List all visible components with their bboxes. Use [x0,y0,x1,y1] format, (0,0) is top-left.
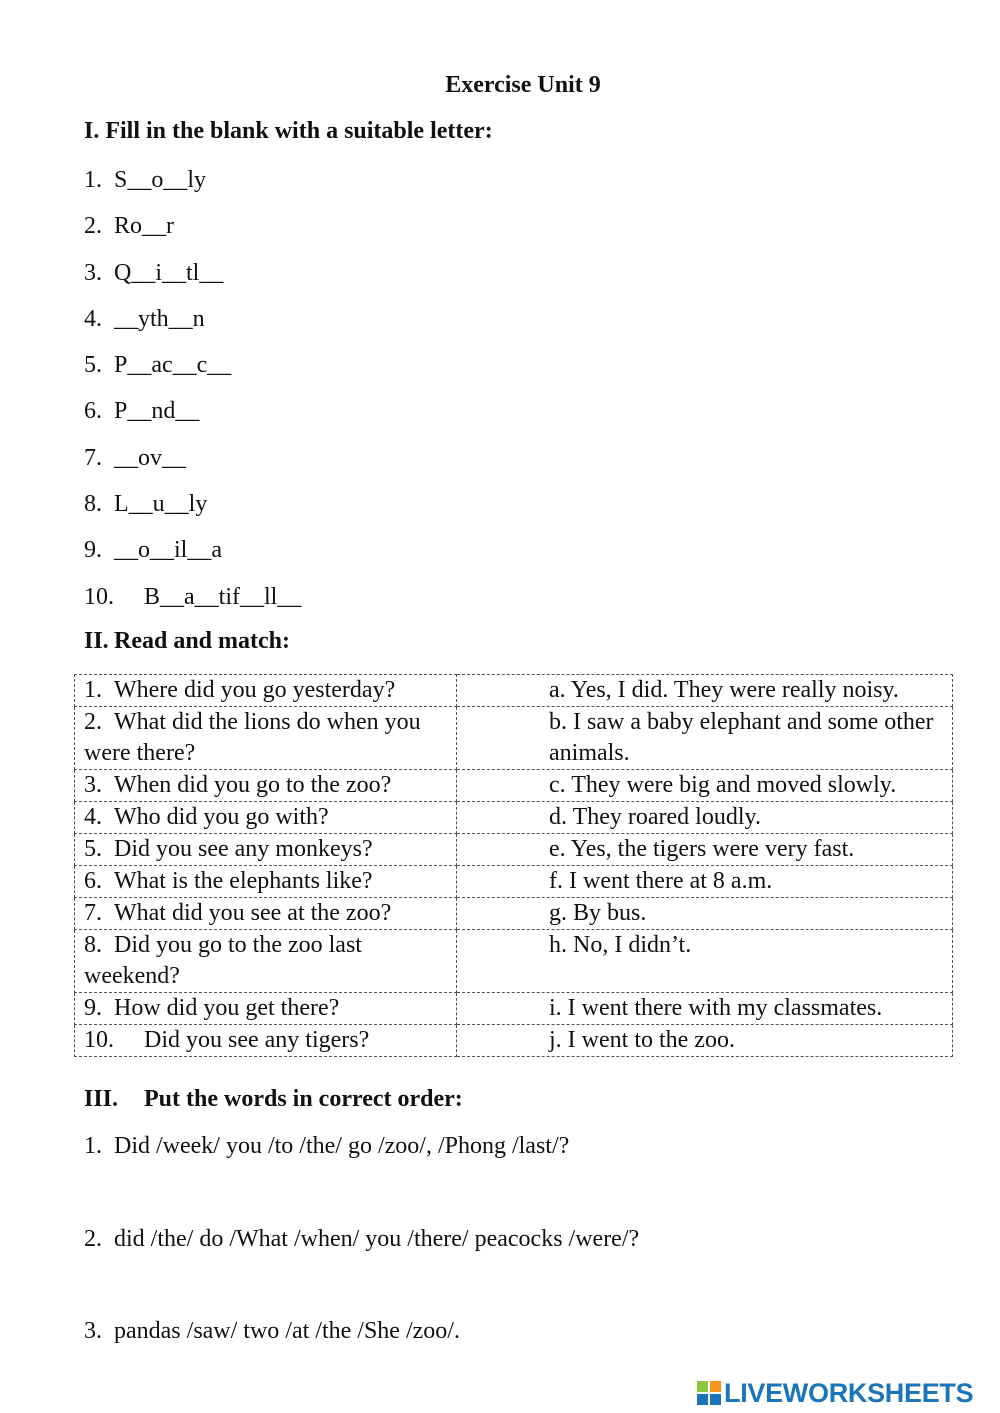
question-number: 4. [84,804,102,830]
question-number: 10. [84,1027,114,1053]
question-number: 3. [84,772,102,798]
word-order-list [84,1130,639,1408]
question-text: Where did you go yesterday? [114,677,396,703]
question-cell[interactable] [75,770,457,802]
table-row [75,1025,953,1057]
section-3-title: Put the words in correct order: [144,1086,463,1112]
liveworksheets-logo-icon [697,1381,721,1405]
table-row [75,993,953,1025]
item-number: 9. [84,537,102,564]
item-text[interactable]: P__nd__ [114,398,200,425]
answer-cell[interactable]: b. I saw a baby elephant and some other animals. [457,707,953,770]
item-text: Did /week/ you /to /the/ go /zoo/, /Phong /last/? [114,1133,570,1159]
liveworksheets-logo[interactable] [697,1378,973,1408]
answer-cell[interactable]: j. I went to the zoo. [457,1025,953,1057]
question-cell[interactable] [75,707,457,770]
item-text[interactable]: P__ac__c__ [114,352,232,379]
item-text[interactable]: Ro__r [114,213,174,240]
section-2-heading [84,628,290,655]
answer-cell[interactable]: e. Yes, the tigers were very fast. [457,834,953,866]
table-row [75,707,953,770]
question-number: 6. [84,868,102,894]
item-number: 6. [84,398,102,425]
question-cell[interactable] [75,834,457,866]
item-number: 5. [84,352,102,379]
word-order-item [84,1315,639,1408]
question-text: How did you get there? [114,995,340,1021]
page-title: Exercise Unit 9 [445,72,601,98]
question-number: 5. [84,836,102,862]
item-text: did /the/ do /What /when/ you /there/ peacocks /were/? [114,1225,640,1252]
section-1-number: I. [84,118,100,144]
item-number: 4. [84,305,102,332]
question-cell[interactable] [75,898,457,930]
item-text[interactable]: L__u__ly [114,491,208,518]
item-text[interactable]: Q__i__tl__ [114,259,224,286]
section-3-number: III. [84,1086,119,1112]
table-row [75,866,953,898]
table-row [75,898,953,930]
fill-blank-item [84,488,301,534]
fill-blank-item [84,581,301,627]
question-text: Did you see any tigers? [144,1027,370,1053]
question-text: What did the lions do when you were there? [84,709,421,766]
fill-blank-item [84,349,301,395]
question-text: Did you see any monkeys? [114,836,373,862]
question-text: When did you go to the zoo? [114,772,392,798]
fill-blank-item [84,534,301,580]
question-number: 1. [84,677,102,703]
table-row [75,930,953,993]
table-row [75,675,953,707]
answer-cell[interactable]: g. By bus. [457,898,953,930]
question-text: Did you go to the zoo last weekend? [84,932,362,989]
answer-cell[interactable]: i. I went there with my classmates. [457,993,953,1025]
section-2-number: II. [84,628,109,654]
word-order-item [84,1130,639,1223]
question-cell[interactable] [75,802,457,834]
fill-blank-item [84,257,301,303]
item-number: 2. [84,213,102,240]
table-row [75,802,953,834]
item-number: 3. [84,1318,102,1344]
answer-cell[interactable]: a. Yes, I did. They were really noisy. [457,675,953,707]
section-1-title: Fill in the blank with a suitable letter: [105,118,493,144]
question-cell[interactable] [75,993,457,1025]
item-number: 1. [84,167,102,193]
question-text: What did you see at the zoo? [114,900,392,926]
fill-blank-item [84,164,301,210]
answer-cell[interactable]: f. I went there at 8 a.m. [457,866,953,898]
section-2-title: Read and match: [114,628,291,654]
question-cell[interactable] [75,930,457,993]
fill-blank-list [84,164,301,627]
answer-cell[interactable]: d. They roared loudly. [457,802,953,834]
item-text[interactable]: __ov__ [114,444,186,471]
question-cell[interactable] [75,1025,457,1057]
item-number: 3. [84,259,102,286]
answer-cell[interactable]: h. No, I didn’t. [457,930,953,993]
question-cell[interactable] [75,675,457,707]
word-order-item [84,1223,639,1316]
item-text[interactable]: S__o__ly [114,167,207,193]
item-text[interactable]: __yth__n [114,305,205,332]
question-number: 8. [84,932,102,958]
question-cell[interactable] [75,866,457,898]
item-number: 8. [84,491,102,518]
logo-text: LIVEWORKSHEETS [724,1377,974,1408]
answer-cell[interactable]: c. They were big and moved slowly. [457,770,953,802]
question-number: 7. [84,900,102,926]
item-number: 1. [84,1133,102,1159]
table-row [75,834,953,866]
item-number: 2. [84,1225,102,1252]
question-number: 2. [84,709,102,735]
item-text[interactable]: B__a__tif__ll__ [144,583,302,610]
item-number: 7. [84,444,102,471]
fill-blank-item [84,442,301,488]
section-3-heading [84,1086,463,1113]
question-text: What is the elephants like? [114,868,373,894]
item-text[interactable]: __o__il__a [114,537,222,564]
section-1-heading [84,118,493,145]
question-text: Who did you go with? [114,804,329,830]
fill-blank-item [84,395,301,441]
match-table [74,674,953,1057]
fill-blank-item [84,303,301,349]
item-text: pandas /saw/ two /at /the /She /zoo/. [114,1318,460,1344]
item-number: 10. [84,583,114,610]
table-row [75,770,953,802]
fill-blank-item [84,210,301,256]
question-number: 9. [84,995,102,1021]
